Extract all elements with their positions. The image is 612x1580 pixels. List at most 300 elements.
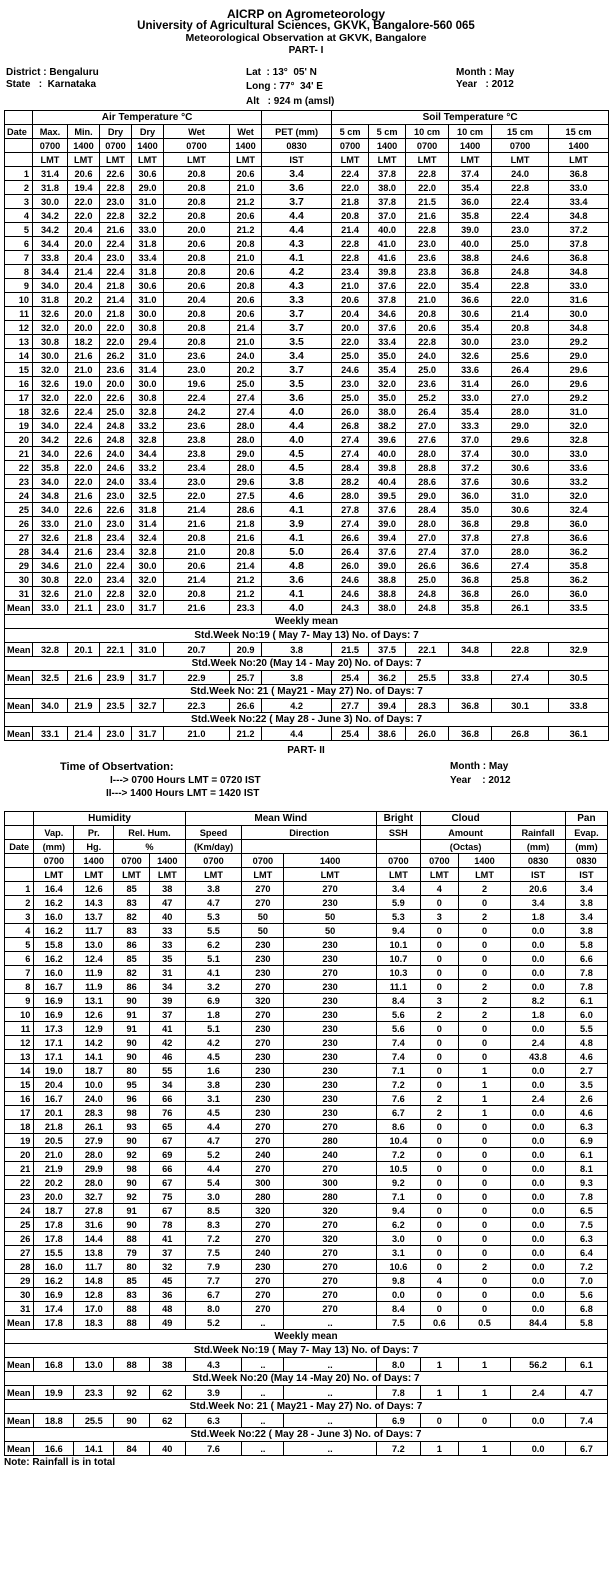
table-cell: 20.8	[164, 587, 230, 601]
table-cell: 31.4	[33, 167, 68, 181]
speed-unit: (Km/day)	[185, 840, 242, 854]
unit-header: LMT	[185, 868, 242, 882]
table-cell: 88	[114, 1232, 150, 1246]
mean-cell: ..	[284, 1316, 376, 1330]
table-cell: 300	[284, 1176, 376, 1190]
week-mean-cell: 33.8	[549, 699, 609, 713]
table-cell: 3.4	[262, 167, 332, 181]
table-cell: 0	[458, 1036, 511, 1050]
table-cell: 16	[5, 377, 33, 391]
table-cell: 31.8	[132, 503, 164, 517]
table-cell: 32.0	[33, 321, 68, 335]
table-cell: 25.0	[406, 363, 449, 377]
table-cell: 37	[149, 1246, 185, 1260]
direction-header: Direction	[242, 826, 376, 840]
table-cell: 4.4	[262, 209, 332, 223]
time-header-row	[5, 139, 609, 153]
mean-cell: 23.0	[100, 601, 132, 615]
table-cell: 27.4	[406, 545, 449, 559]
table-cell: 38.8	[449, 251, 492, 265]
table-row	[5, 489, 609, 503]
table-cell: 1	[458, 1106, 511, 1120]
table-row	[5, 335, 609, 349]
unit-header: LMT	[492, 153, 549, 167]
unit-header: LMT	[68, 153, 100, 167]
column-header: Dry	[100, 125, 132, 139]
table-cell: 4.5	[185, 1106, 242, 1120]
week-mean-cell: ..	[284, 1442, 376, 1456]
time-header: 0700	[376, 854, 420, 868]
week-mean-cell: 13.0	[74, 1358, 114, 1372]
table-cell: 98	[114, 1106, 150, 1120]
table-cell: 4.2	[262, 265, 332, 279]
table-cell: 34.4	[33, 237, 68, 251]
table-cell: 39.8	[369, 265, 406, 279]
table-cell: 26	[5, 517, 33, 531]
table-cell: 4.2	[185, 1036, 242, 1050]
table-cell: 4	[420, 882, 458, 896]
table-cell: 28.0	[492, 405, 549, 419]
table-cell: 20.6	[164, 559, 230, 573]
week-mean-cell: 62	[149, 1386, 185, 1400]
table-cell: 7.1	[376, 1064, 420, 1078]
table-cell: 30.0	[549, 307, 609, 321]
unit-header-row	[5, 153, 609, 167]
table-cell: 8.4	[376, 994, 420, 1008]
table-cell: 10.7	[376, 952, 420, 966]
blank	[376, 840, 420, 854]
table-cell: 29.2	[549, 335, 609, 349]
table-cell: 22.0	[406, 181, 449, 195]
table-cell: 4	[5, 924, 34, 938]
table-cell: 37.0	[449, 433, 492, 447]
table-cell: 90	[114, 1036, 150, 1050]
week-mean-cell: 6.7	[565, 1442, 607, 1456]
week-mean-row	[5, 1442, 608, 1456]
table-cell: 22.6	[100, 503, 132, 517]
time-header: 0700	[406, 139, 449, 153]
table-cell: 24.8	[100, 433, 132, 447]
table-row	[5, 475, 609, 489]
table-cell: 18	[5, 1120, 34, 1134]
table-cell: 88	[114, 1302, 150, 1316]
table-cell: 0.0	[511, 1106, 566, 1120]
week-mean-cell: 7.8	[376, 1386, 420, 1400]
table-row	[5, 223, 609, 237]
mean-cell: 35.8	[449, 601, 492, 615]
table-cell: 13.0	[74, 938, 114, 952]
table-cell: 0	[420, 938, 458, 952]
table-cell: 17.8	[34, 1232, 74, 1246]
table-cell: 12.6	[74, 1008, 114, 1022]
table-cell: 29.0	[492, 419, 549, 433]
table-cell: 4.6	[565, 1050, 607, 1064]
week-mean-cell: 23.5	[100, 699, 132, 713]
week-mean-cell: ..	[284, 1386, 376, 1400]
table-cell: 20.6	[164, 237, 230, 251]
table-cell: 2	[420, 1106, 458, 1120]
table-cell: 3.4	[511, 896, 566, 910]
table-cell: 37.8	[549, 237, 609, 251]
table-cell: 20.0	[68, 237, 100, 251]
table-cell: 0	[420, 1022, 458, 1036]
table-cell: 27.6	[406, 433, 449, 447]
mean-row	[5, 601, 609, 615]
table-cell: 33.0	[549, 447, 609, 461]
table-cell: 48	[149, 1302, 185, 1316]
table-row	[5, 433, 609, 447]
table-cell: 36.2	[549, 545, 609, 559]
table-cell: 10.4	[376, 1134, 420, 1148]
table-cell: 6.4	[565, 1246, 607, 1260]
table-cell: 28.6	[230, 503, 262, 517]
table-cell: 22.8	[332, 237, 369, 251]
table-cell: 20.8	[164, 181, 230, 195]
week-label: Std.Week No:19 ( May 7- May 13) No. of Days: 7	[5, 629, 609, 643]
table-cell: 28.0	[230, 461, 262, 475]
table-cell: 36.2	[549, 573, 609, 587]
table-cell: 6.9	[185, 994, 242, 1008]
table-cell: 14.3	[74, 896, 114, 910]
table-cell: 66	[149, 1092, 185, 1106]
table-cell: 5.5	[565, 1022, 607, 1036]
table-cell: 34.2	[33, 433, 68, 447]
table-cell: 23.8	[164, 433, 230, 447]
table-cell: 22.8	[406, 223, 449, 237]
table-cell: 33	[149, 938, 185, 952]
table-cell: 7.1	[376, 1190, 420, 1204]
table-cell: 32.0	[33, 391, 68, 405]
table-cell: 0	[420, 1036, 458, 1050]
table-cell: 21.6	[68, 349, 100, 363]
table-cell: 27.4	[230, 391, 262, 405]
table-row	[5, 1204, 608, 1218]
table-cell: 25.0	[100, 405, 132, 419]
table-cell: 15.8	[34, 938, 74, 952]
time-header: 0700	[242, 854, 284, 868]
table-cell: 50	[284, 910, 376, 924]
table-cell: 34	[149, 980, 185, 994]
table-cell: 21.8	[68, 531, 100, 545]
table-cell: 33.3	[449, 419, 492, 433]
table-cell: 0.0	[511, 924, 566, 938]
table-row	[5, 1050, 608, 1064]
obs-line2: II---> 1400 Hours LMT = 1420 IST	[106, 788, 260, 799]
table-row	[5, 559, 609, 573]
unit-header: LMT	[332, 153, 369, 167]
table-cell: 20.0	[164, 223, 230, 237]
table-cell: 37.8	[449, 531, 492, 545]
rel-hum-header: Rel. Hum.	[114, 826, 185, 840]
table-cell: 240	[242, 1246, 284, 1260]
blank	[5, 826, 34, 840]
table-cell: 22.8	[100, 587, 132, 601]
week-mean-cell: 36.8	[449, 699, 492, 713]
table-cell: 22.0	[68, 573, 100, 587]
mean-cell: 21.6	[164, 601, 230, 615]
week-label: Std.Week No:20 (May 14 - May 20) No. of Days: 7	[5, 657, 609, 671]
table-cell: 230	[242, 1106, 284, 1120]
table-row	[5, 349, 609, 363]
table-cell: 37.4	[449, 447, 492, 461]
sub-header-row	[5, 826, 608, 840]
table-cell: 21.9	[34, 1162, 74, 1176]
table-row	[5, 1120, 608, 1134]
table-cell: 21.0	[68, 559, 100, 573]
table-cell: 0	[420, 1120, 458, 1134]
table-cell: 2	[458, 994, 511, 1008]
table-cell: 22.4	[68, 419, 100, 433]
month: Month : May	[456, 67, 515, 78]
table-cell: 15	[5, 1078, 34, 1092]
table-cell: 230	[242, 1050, 284, 1064]
table-cell: 3.7	[262, 195, 332, 209]
table-cell: 39.0	[449, 223, 492, 237]
table-cell: 0.0	[511, 1246, 566, 1260]
table-cell: 37.6	[369, 545, 406, 559]
table-cell: 21.4	[164, 573, 230, 587]
table-row	[5, 587, 609, 601]
table-cell: 22.4	[68, 405, 100, 419]
table-cell: 35.8	[549, 559, 609, 573]
table-cell: 5.8	[565, 938, 607, 952]
mean-cell: 49	[149, 1316, 185, 1330]
table-cell: 29.6	[549, 363, 609, 377]
unit-header: LMT	[114, 868, 150, 882]
table-cell: 31	[5, 1302, 34, 1316]
table-cell: 20.8	[164, 335, 230, 349]
week-mean-cell: 31.7	[132, 671, 164, 685]
table-cell: 22.8	[406, 335, 449, 349]
weekly-mean-title: Weekly mean	[5, 615, 609, 629]
table-cell: 3.8	[185, 1078, 242, 1092]
table-cell: 3	[420, 994, 458, 1008]
week-label-row	[5, 1372, 608, 1386]
unit-header: LMT	[230, 153, 262, 167]
table-cell: 27.4	[332, 433, 369, 447]
table-cell: 4.5	[185, 1050, 242, 1064]
obs-line1: I---> 0700 Hours LMT = 0720 IST	[110, 775, 261, 786]
table-cell: 31.6	[74, 1218, 114, 1232]
table-cell: 6.8	[565, 1302, 607, 1316]
table-cell: 1.6	[185, 1064, 242, 1078]
table-cell: 50	[242, 910, 284, 924]
table-cell: 4.7	[185, 1134, 242, 1148]
table-cell: 5.4	[185, 1176, 242, 1190]
table-cell: 17	[5, 391, 33, 405]
table-cell: 21.6	[164, 517, 230, 531]
table-cell: 34.2	[33, 223, 68, 237]
table-cell: 20.4	[68, 223, 100, 237]
table-cell: 16.2	[34, 952, 74, 966]
table-cell: 30.0	[449, 335, 492, 349]
table-cell: 19.4	[68, 181, 100, 195]
table-cell: 7.8	[565, 966, 607, 980]
table-cell: 24.0	[406, 349, 449, 363]
table-cell: 80	[114, 1260, 150, 1274]
table-cell: 230	[284, 1092, 376, 1106]
table-cell: 12.9	[74, 1022, 114, 1036]
table-cell: 0.0	[511, 952, 566, 966]
week-mean-cell: 32.5	[33, 671, 68, 685]
week-mean-cell: 88	[114, 1358, 150, 1372]
table-cell: 2	[458, 910, 511, 924]
table-cell: 26.4	[406, 405, 449, 419]
table-cell: 230	[242, 938, 284, 952]
table-cell: 35.0	[369, 349, 406, 363]
table-cell: 38.2	[369, 419, 406, 433]
table-cell: 25.0	[492, 237, 549, 251]
table-cell: 20.0	[100, 377, 132, 391]
table-cell: 79	[114, 1246, 150, 1260]
table-cell: 24.2	[164, 405, 230, 419]
table-cell: 20.8	[332, 209, 369, 223]
table-cell: 0	[420, 1176, 458, 1190]
table-cell: 27.4	[230, 405, 262, 419]
table-cell: 23	[5, 1190, 34, 1204]
table-cell: 0	[420, 952, 458, 966]
table-cell: 38.0	[369, 181, 406, 195]
table-cell: 270	[284, 1288, 376, 1302]
unit-header: IST	[565, 868, 607, 882]
week-mean-cell: 26.8	[492, 727, 549, 741]
table-cell: 28.0	[230, 433, 262, 447]
table-row	[5, 405, 609, 419]
time-header: 0830	[262, 139, 332, 153]
unit-header: IST	[511, 868, 566, 882]
table-cell: 11.7	[74, 924, 114, 938]
time-header: 1400	[68, 139, 100, 153]
column-header: 15 cm	[492, 125, 549, 139]
table-cell: 21.4	[100, 293, 132, 307]
table-cell: 21.8	[332, 195, 369, 209]
table-cell: 5.3	[376, 910, 420, 924]
table-cell: 19.0	[68, 377, 100, 391]
time-header: 0700	[185, 854, 242, 868]
table-cell: 21.0	[164, 545, 230, 559]
table-cell: 7.5	[565, 1218, 607, 1232]
table-cell: 270	[242, 1274, 284, 1288]
table-cell: 4.5	[262, 447, 332, 461]
table-cell: 36.8	[549, 167, 609, 181]
table-cell: 20.0	[332, 321, 369, 335]
week-mean-cell: 32.8	[33, 643, 68, 657]
table-cell: 22.8	[332, 251, 369, 265]
table-cell: 37.6	[449, 475, 492, 489]
table-cell: 34.0	[33, 447, 68, 461]
table-cell: 0.0	[511, 1218, 566, 1232]
table-cell: 37.8	[369, 293, 406, 307]
table-cell: 28.2	[332, 475, 369, 489]
table-cell: 22.4	[492, 209, 549, 223]
table-cell: 0	[420, 1260, 458, 1274]
table-cell: 3.1	[376, 1246, 420, 1260]
table-cell: 33.0	[33, 517, 68, 531]
table-cell: 21	[5, 447, 33, 461]
table-cell: 35	[149, 952, 185, 966]
pr-unit: Hg.	[74, 840, 114, 854]
table-cell: 31.0	[132, 293, 164, 307]
table-cell: 32.6	[449, 349, 492, 363]
table-cell: 1	[458, 1092, 511, 1106]
table-cell: 32.6	[33, 587, 68, 601]
unit-header-row	[5, 868, 608, 882]
week-mean-cell: 38	[149, 1358, 185, 1372]
table-cell: 40.4	[369, 475, 406, 489]
table-row	[5, 952, 608, 966]
table-cell: 24.6	[100, 461, 132, 475]
table-cell: 23.0	[100, 195, 132, 209]
table-cell: 0	[458, 1232, 511, 1246]
table-cell: 3.4	[376, 882, 420, 896]
table-cell: 21.4	[230, 321, 262, 335]
table-cell: 270	[242, 896, 284, 910]
table-cell: 270	[242, 1288, 284, 1302]
table-cell: 6.7	[376, 1106, 420, 1120]
table-cell: 4.4	[185, 1120, 242, 1134]
week-mean-cell: 30.5	[549, 671, 609, 685]
table-cell: 0.0	[511, 1134, 566, 1148]
time-header: 1400	[369, 139, 406, 153]
table-cell: 27.0	[406, 531, 449, 545]
week-mean-cell: 28.3	[406, 699, 449, 713]
latitude: Lat : 13° 05' N	[246, 67, 317, 78]
week-mean-cell: ..	[242, 1386, 284, 1400]
table-cell: 3.7	[262, 307, 332, 321]
table-cell: 6	[5, 952, 34, 966]
table-row	[5, 938, 608, 952]
table-cell: 17	[5, 1106, 34, 1120]
mean-cell: ..	[242, 1316, 284, 1330]
table-row	[5, 573, 609, 587]
table-cell: 30.0	[132, 307, 164, 321]
table-cell: 0	[458, 1190, 511, 1204]
table-cell: 320	[284, 1232, 376, 1246]
week-mean-cell: ..	[242, 1358, 284, 1372]
table-cell: 65	[149, 1120, 185, 1134]
week-mean-cell: 27.4	[492, 671, 549, 685]
table-cell: 5	[5, 938, 34, 952]
table-cell: 21.6	[100, 223, 132, 237]
column-header: Wet	[230, 125, 262, 139]
table-cell: 25	[5, 1218, 34, 1232]
table-row	[5, 1302, 608, 1316]
unit-header: LMT	[284, 868, 376, 882]
table-cell: 3.2	[185, 980, 242, 994]
table-row	[5, 994, 608, 1008]
table-cell: 7.2	[185, 1232, 242, 1246]
table-cell: 30.8	[33, 335, 68, 349]
week-mean-cell: 36.1	[549, 727, 609, 741]
table-cell: 24.0	[230, 349, 262, 363]
table-cell: 91	[114, 1022, 150, 1036]
week-mean-row	[5, 671, 609, 685]
table-cell: 9	[5, 994, 34, 1008]
bright-header: Bright	[376, 812, 420, 826]
table-cell: 2	[420, 1008, 458, 1022]
table-cell: 23.0	[492, 335, 549, 349]
table-cell: 20.2	[230, 363, 262, 377]
table-cell: 1.8	[511, 1008, 566, 1022]
table-cell: 13	[5, 1050, 34, 1064]
table-row	[5, 461, 609, 475]
table-cell: 24.8	[492, 265, 549, 279]
week-mean-cell: 36.8	[449, 727, 492, 741]
table-cell: 37.2	[549, 223, 609, 237]
part1-title: PART- I	[288, 45, 324, 56]
mean-cell: 24.8	[406, 601, 449, 615]
rainfall-unit: (mm)	[511, 840, 566, 854]
